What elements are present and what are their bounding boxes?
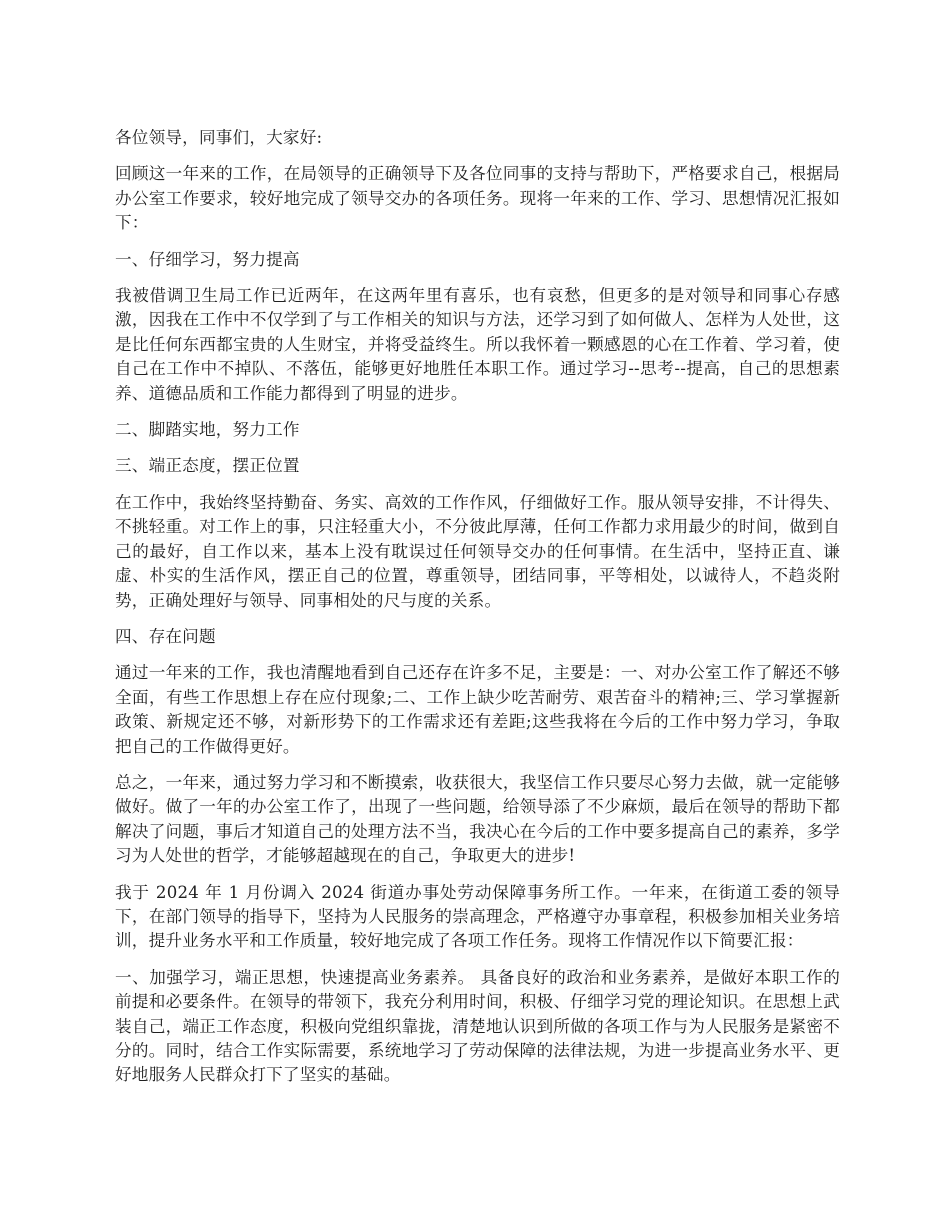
summary-paragraph: 总之，一年来，通过努力学习和不断摸索，收获很大，我坚信工作只要尽心努力去做，就一定能够做好。做了一年的办公室工作了，出现了一些问题，给领导添了不少麻烦，最后在领导的帮助下都解决了问题，事后才知道自己的处理方法不当，我决心在今后的工作中要多提高自己的素养，多学习为人处世的哲学，才能够超越现在的自己，争取更大的进步! xyxy=(115,772,840,866)
second-report-intro: 我于 2024 年 1 月份调入 2024 街道办事处劳动保障事务所工作。一年来，在街道工委的领导下，在部门领导的指导下，坚持为人民服务的崇高理念，严格遵守办事章程，积极参加相关业务培训，提升业务水平和工作质量，较好地完成了各项工作任务。现将工作情况作以下简要汇报： xyxy=(115,882,840,951)
section-4-paragraph: 通过一年来的工作，我也清醒地看到自己还存在许多不足，主要是：一、对办公室工作了解还不够全面，有些工作思想上存在应付现象;二、工作上缺少吃苦耐劳、艰苦奋斗的精神;三、学习掌握新政策、新规定还不够，对新形势下的工作需求还有差距;这些我将在今后的工作中努力学习，争取把自己的工作做得更好。 xyxy=(115,663,840,756)
section-heading-1: 一、仔细学习，努力提高 xyxy=(115,249,300,269)
document-body xyxy=(115,126,840,1100)
section-heading-3: 三、端正态度，摆正位置 xyxy=(115,456,300,476)
second-report-section-1: 一、加强学习，端正思想，快速提高业务素养。 具备良好的政治和业务素养，是做好本职工作的前提和必要条件。在领导的带领下，我充分利用时间，积极、仔细学习党的理论知识。在思想上武装自己，端正工作态度，积极向党组织靠拢，清楚地认识到所做的各项工作与为人民服务是紧密不分的。同时，结合工作实际需要，系统地学习了劳动保障的法律法规，为进一步提高业务水平、更好地服务人民群众打下了坚实的基础。 xyxy=(115,967,840,1085)
section-3-paragraph: 在工作中，我始终坚持勤奋、务实、高效的工作作风，仔细做好工作。服从领导安排，不计得失、不挑轻重。对工作上的事，只注轻重大小，不分彼此厚薄，任何工作都力求用最少的时间，做到自己的最好，自工作以来，基本上没有耽误过任何领导交办的任何事情。在生活中，坚持正直、谦虚、朴实的生活作风，摆正自己的位置，尊重领导，团结同事，平等相处，以诚待人，不趋炎附势，正确处理好与领导、同事相处的尺与度的关系。 xyxy=(115,492,840,610)
section-heading-2: 二、脚踏实地，努力工作 xyxy=(115,420,300,440)
section-heading-4: 四、存在问题 xyxy=(115,626,216,646)
section-1-paragraph: 我被借调卫生局工作已近两年，在这两年里有喜乐，也有哀愁，但更多的是对领导和同事心存感激，因我在工作中不仅学到了与工作相关的知识与方法，还学习到了如何做人、怎样为人处世，这是比任何东西都宝贵的人生财宝，并将受益终生。所以我怀着一颗感恩的心在工作着、学习着，使自己在工作中不掉队、不落伍，能够更好地胜任本职工作。通过学习--思考--提高，自己的思想素养、道德品质和工作能力都得到了明显的进步。 xyxy=(115,286,840,403)
intro-paragraph: 回顾这一年来的工作，在局领导的正确领导下及各位同事的支持与帮助下，严格要求自己，根据局办公室工作要求，较好地完成了领导交办的各项任务。现将一年来的工作、学习、思想情况汇报如下： xyxy=(115,164,840,233)
greeting: 各位领导，同事们，大家好: xyxy=(115,128,323,147)
